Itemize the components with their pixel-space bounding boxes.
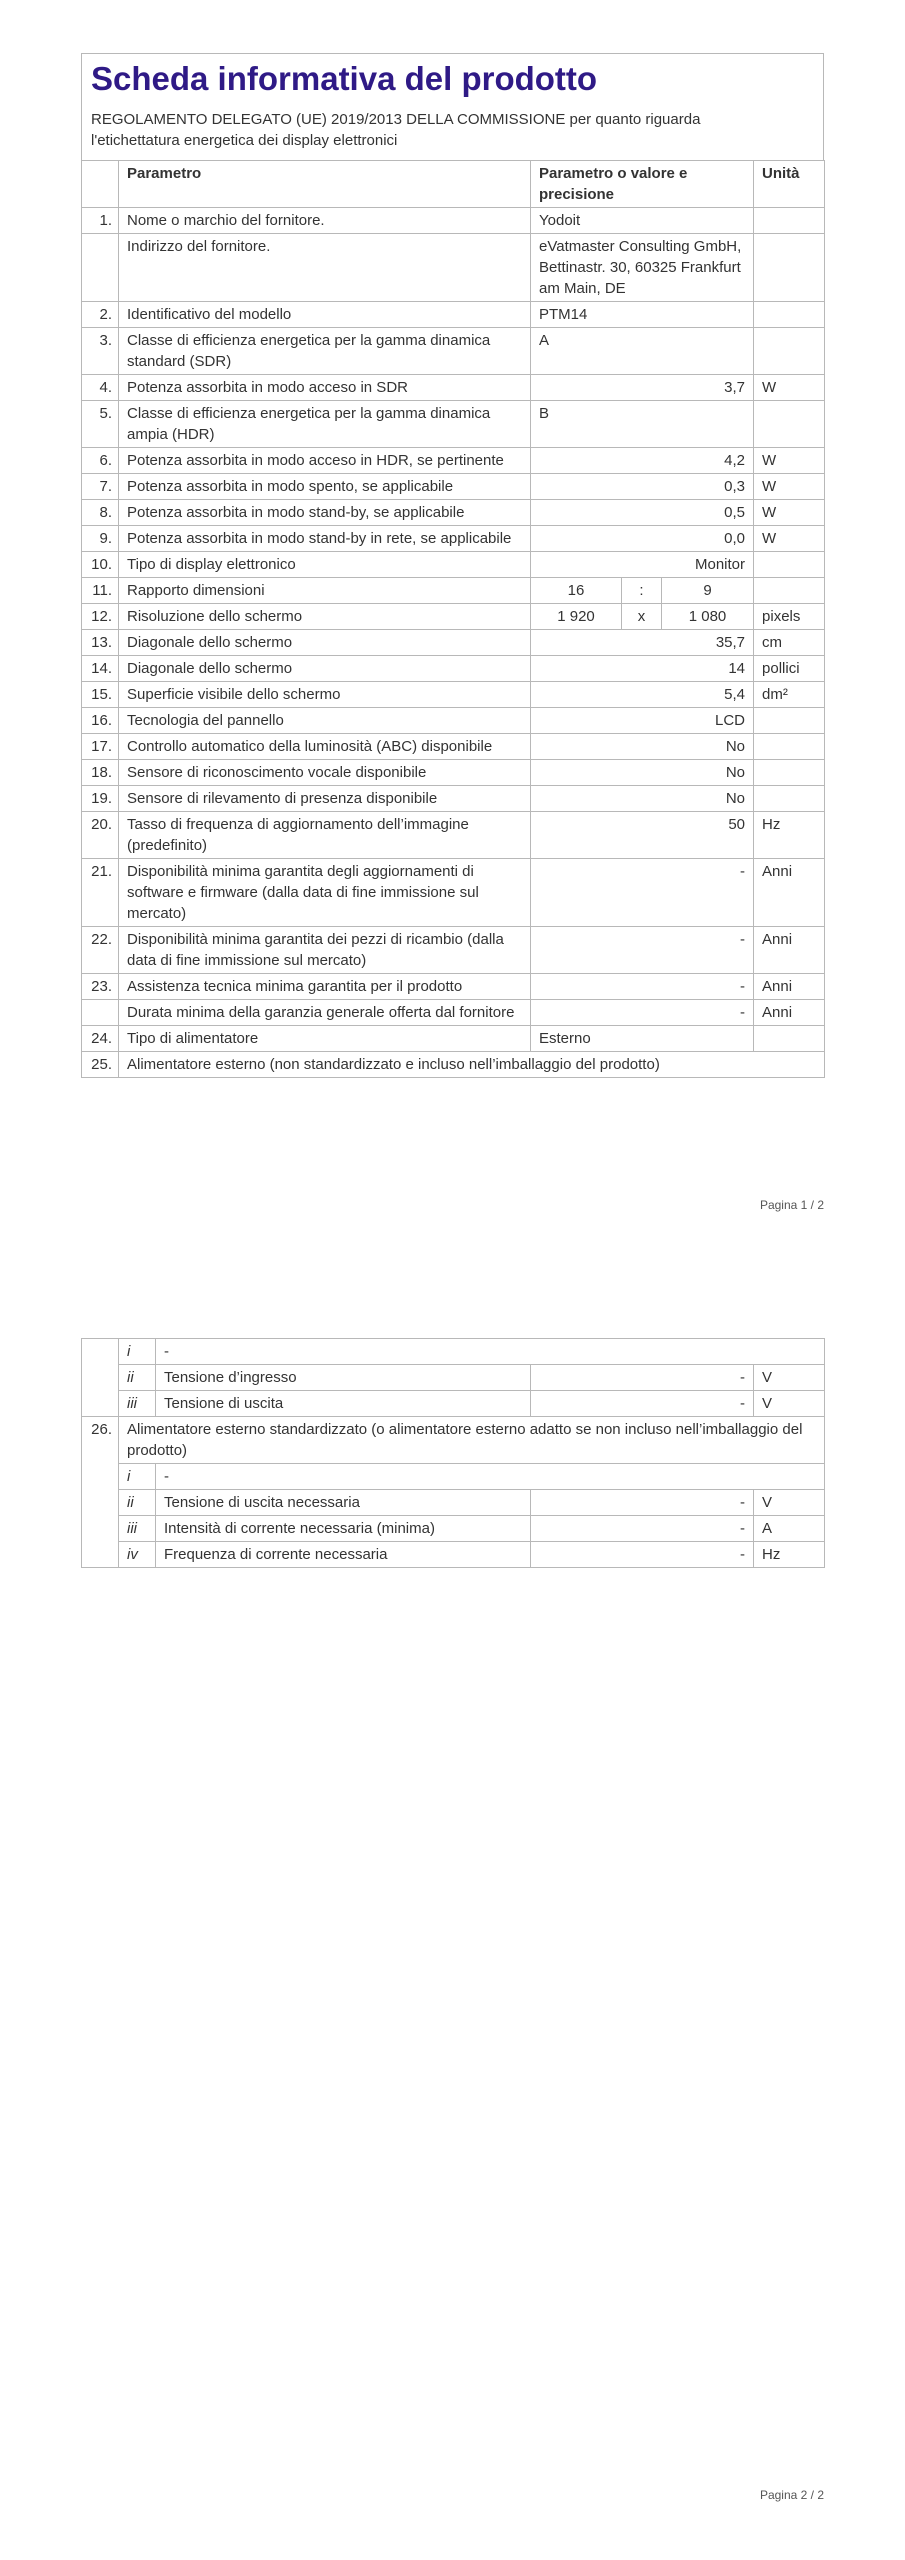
row-number: 6. [82, 448, 119, 474]
row-number: 7. [82, 474, 119, 500]
table-row [82, 734, 825, 760]
row-sub-index: iii [119, 1516, 156, 1542]
table-row [82, 1417, 825, 1464]
row-sub-index: i [119, 1339, 156, 1365]
row-value: 35,7 [531, 630, 754, 656]
table-row [82, 578, 825, 604]
table-row [82, 375, 825, 401]
row-number: 18. [82, 760, 119, 786]
row-unit [754, 401, 825, 448]
row-label: Classe di efficienza energetica per la gamma dinamica ampia (HDR) [119, 401, 531, 448]
row-unit [754, 234, 825, 302]
row-unit: pixels [754, 604, 825, 630]
row-label: Controllo automatico della luminosità (ABC) disponibile [119, 734, 531, 760]
row-value: A [531, 328, 754, 375]
row-value: No [531, 734, 754, 760]
row-unit [754, 760, 825, 786]
resolution-width: 1 920 [531, 604, 622, 630]
row-number: 8. [82, 500, 119, 526]
aspect-height: 9 [662, 578, 754, 604]
row-label: Diagonale dello schermo [119, 630, 531, 656]
row-number: 11. [82, 578, 119, 604]
row-unit [754, 1026, 825, 1052]
row-value: 5,4 [531, 682, 754, 708]
row-unit [754, 786, 825, 812]
table-row [82, 1365, 825, 1391]
header-parameter: Parametro [119, 161, 531, 208]
row-number: 9. [82, 526, 119, 552]
row-label: Tipo di display elettronico [119, 552, 531, 578]
row-unit: pollici [754, 656, 825, 682]
table-row [82, 401, 825, 448]
row-unit: Hz [754, 1542, 825, 1568]
row-value: - [531, 859, 754, 927]
row-value: 3,7 [531, 375, 754, 401]
row-value: - [531, 1365, 754, 1391]
row-label: Indirizzo del fornitore. [119, 234, 531, 302]
row-number [82, 1464, 119, 1490]
table-row [82, 859, 825, 927]
row-label: Tipo di alimentatore [119, 1026, 531, 1052]
row-unit: W [754, 448, 825, 474]
row-number: 15. [82, 682, 119, 708]
row-value: - [531, 974, 754, 1000]
table-row [82, 1542, 825, 1568]
row-number: 5. [82, 401, 119, 448]
row-label: Tensione d’ingresso [156, 1365, 531, 1391]
row-unit: dm² [754, 682, 825, 708]
row-value: LCD [531, 708, 754, 734]
row-unit [754, 328, 825, 375]
table-row [82, 812, 825, 859]
row-unit: V [754, 1391, 825, 1417]
row-label: Disponibilità minima garantita degli aggiornamenti di software e firmware (dalla data di fine immissione sul mercato) [119, 859, 531, 927]
row-label: Potenza assorbita in modo acceso in SDR [119, 375, 531, 401]
row-sub-index: iii [119, 1391, 156, 1417]
row-value: No [531, 786, 754, 812]
table-row [82, 302, 825, 328]
row-value: 50 [531, 812, 754, 859]
row-number: 13. [82, 630, 119, 656]
table-row [82, 1052, 825, 1078]
row-number: 22. [82, 927, 119, 974]
row-sub-index: ii [119, 1490, 156, 1516]
row-value: 0,5 [531, 500, 754, 526]
table-row [82, 208, 825, 234]
row-sub-index: i [119, 1464, 156, 1490]
page-number: Pagina 1 / 2 [759, 1198, 824, 1212]
row-label: Diagonale dello schermo [119, 656, 531, 682]
row-number: 24. [82, 1026, 119, 1052]
row-unit [754, 302, 825, 328]
row-unit: Anni [754, 974, 825, 1000]
table-row [82, 526, 825, 552]
row-label: - [156, 1464, 825, 1490]
row-number: 20. [82, 812, 119, 859]
row-number: 21. [82, 859, 119, 927]
row-value: - [531, 1391, 754, 1417]
row-unit: cm [754, 630, 825, 656]
row-sub-index: iv [119, 1542, 156, 1568]
resolution-separator: x [622, 604, 662, 630]
row-value: 14 [531, 656, 754, 682]
row-number: 3. [82, 328, 119, 375]
table-row [82, 630, 825, 656]
row-label: Alimentatore esterno standardizzato (o alimentatore esterno adatto se non incluso nell’imballaggio del prodotto) [119, 1417, 825, 1464]
aspect-separator: : [622, 578, 662, 604]
page-number: Pagina 2 / 2 [759, 2488, 824, 2502]
row-unit: W [754, 500, 825, 526]
header-unit: Unità [754, 161, 825, 208]
aspect-width: 16 [531, 578, 622, 604]
row-number [82, 1391, 119, 1417]
page-2 [0, 1230, 905, 2560]
row-label: Assistenza tecnica minima garantita per il prodotto [119, 974, 531, 1000]
table-row [82, 474, 825, 500]
row-label: Classe di efficienza energetica per la gamma dinamica standard (SDR) [119, 328, 531, 375]
header-num [82, 161, 119, 208]
row-label: Potenza assorbita in modo stand-by, se applicabile [119, 500, 531, 526]
row-unit [754, 208, 825, 234]
row-label: Frequenza di corrente necessaria [156, 1542, 531, 1568]
table-row [82, 1000, 825, 1026]
row-label: Tecnologia del pannello [119, 708, 531, 734]
row-unit: Anni [754, 859, 825, 927]
table-row [82, 927, 825, 974]
row-label: Sensore di riconoscimento vocale disponibile [119, 760, 531, 786]
table-row [82, 1391, 825, 1417]
page-title: Scheda informativa del prodotto [91, 60, 598, 97]
row-number: 4. [82, 375, 119, 401]
row-value: - [531, 1542, 754, 1568]
row-label: Alimentatore esterno (non standardizzato e incluso nell’imballaggio del prodotto) [119, 1052, 825, 1078]
table-row [82, 1026, 825, 1052]
row-number: 16. [82, 708, 119, 734]
power-supply-table [81, 1338, 825, 1568]
row-value: 4,2 [531, 448, 754, 474]
row-value: - [531, 1516, 754, 1542]
table-row [82, 708, 825, 734]
row-label: Tensione di uscita necessaria [156, 1490, 531, 1516]
row-number [82, 1365, 119, 1391]
table-row [82, 1490, 825, 1516]
table-row [82, 500, 825, 526]
page-1 [0, 0, 905, 1230]
row-number [82, 1000, 119, 1026]
row-unit: Anni [754, 1000, 825, 1026]
row-value: - [531, 1490, 754, 1516]
row-label: Durata minima della garanzia generale offerta dal fornitore [119, 1000, 531, 1026]
table-row [82, 1464, 825, 1490]
row-number: 2. [82, 302, 119, 328]
row-unit: W [754, 474, 825, 500]
row-unit: V [754, 1365, 825, 1391]
table-row [82, 974, 825, 1000]
row-sub-index: ii [119, 1365, 156, 1391]
row-label: Intensità di corrente necessaria (minima) [156, 1516, 531, 1542]
row-unit: A [754, 1516, 825, 1542]
row-value: eVatmaster Consulting GmbH, Bettinastr. 30, 60325 Frankfurt am Main, DE [531, 234, 754, 302]
table-header-row [82, 161, 825, 208]
row-unit: V [754, 1490, 825, 1516]
row-unit: Anni [754, 927, 825, 974]
table-row [82, 786, 825, 812]
row-number: 25. [82, 1052, 119, 1078]
table-row [82, 448, 825, 474]
row-value: Monitor [531, 552, 754, 578]
row-label: Tensione di uscita [156, 1391, 531, 1417]
row-value: Yodoit [531, 208, 754, 234]
row-label: Tasso di frequenza di aggiornamento dell’immagine (predefinito) [119, 812, 531, 859]
row-value: PTM14 [531, 302, 754, 328]
row-label: Disponibilità minima garantita dei pezzi di ricambio (dalla data di fine immissione sul mercato) [119, 927, 531, 974]
row-label: Potenza assorbita in modo acceso in HDR, se pertinente [119, 448, 531, 474]
row-label: Identificativo del modello [119, 302, 531, 328]
document-header [81, 53, 824, 161]
row-number [82, 1490, 119, 1516]
table-row [82, 1516, 825, 1542]
row-number: 12. [82, 604, 119, 630]
row-number [82, 234, 119, 302]
row-label: Potenza assorbita in modo stand-by in rete, se applicabile [119, 526, 531, 552]
row-value: B [531, 401, 754, 448]
row-number: 17. [82, 734, 119, 760]
row-label: - [156, 1339, 825, 1365]
table-row [82, 552, 825, 578]
row-label: Rapporto dimensioni [119, 578, 531, 604]
row-number: 26. [82, 1417, 119, 1464]
row-value: 0,0 [531, 526, 754, 552]
row-number [82, 1339, 119, 1365]
row-value: Esterno [531, 1026, 754, 1052]
row-number: 19. [82, 786, 119, 812]
regulation-subtitle: REGOLAMENTO DELEGATO (UE) 2019/2013 DELLA COMMISSIONE per quanto riguarda l'etichettatura energetica dei display elettronici [91, 111, 701, 149]
row-number: 14. [82, 656, 119, 682]
row-label: Sensore di rilevamento di presenza disponibile [119, 786, 531, 812]
row-unit [754, 578, 825, 604]
row-number [82, 1542, 119, 1568]
row-unit: Hz [754, 812, 825, 859]
table-row [82, 656, 825, 682]
table-row [82, 604, 825, 630]
row-unit [754, 552, 825, 578]
row-number: 10. [82, 552, 119, 578]
table-row [82, 682, 825, 708]
row-label: Risoluzione dello schermo [119, 604, 531, 630]
table-row [82, 1339, 825, 1365]
product-info-table [81, 160, 825, 1078]
row-value: - [531, 1000, 754, 1026]
table-row [82, 328, 825, 375]
row-value: 0,3 [531, 474, 754, 500]
row-value: - [531, 927, 754, 974]
table-row [82, 234, 825, 302]
row-unit [754, 708, 825, 734]
row-number: 23. [82, 974, 119, 1000]
header-value: Parametro o valore e precisione [531, 161, 754, 208]
row-label: Nome o marchio del fornitore. [119, 208, 531, 234]
table-row [82, 760, 825, 786]
row-number: 1. [82, 208, 119, 234]
row-unit: W [754, 526, 825, 552]
row-value: No [531, 760, 754, 786]
row-number [82, 1516, 119, 1542]
row-label: Superficie visibile dello schermo [119, 682, 531, 708]
resolution-height: 1 080 [662, 604, 754, 630]
row-unit [754, 734, 825, 760]
row-unit: W [754, 375, 825, 401]
row-label: Potenza assorbita in modo spento, se applicabile [119, 474, 531, 500]
